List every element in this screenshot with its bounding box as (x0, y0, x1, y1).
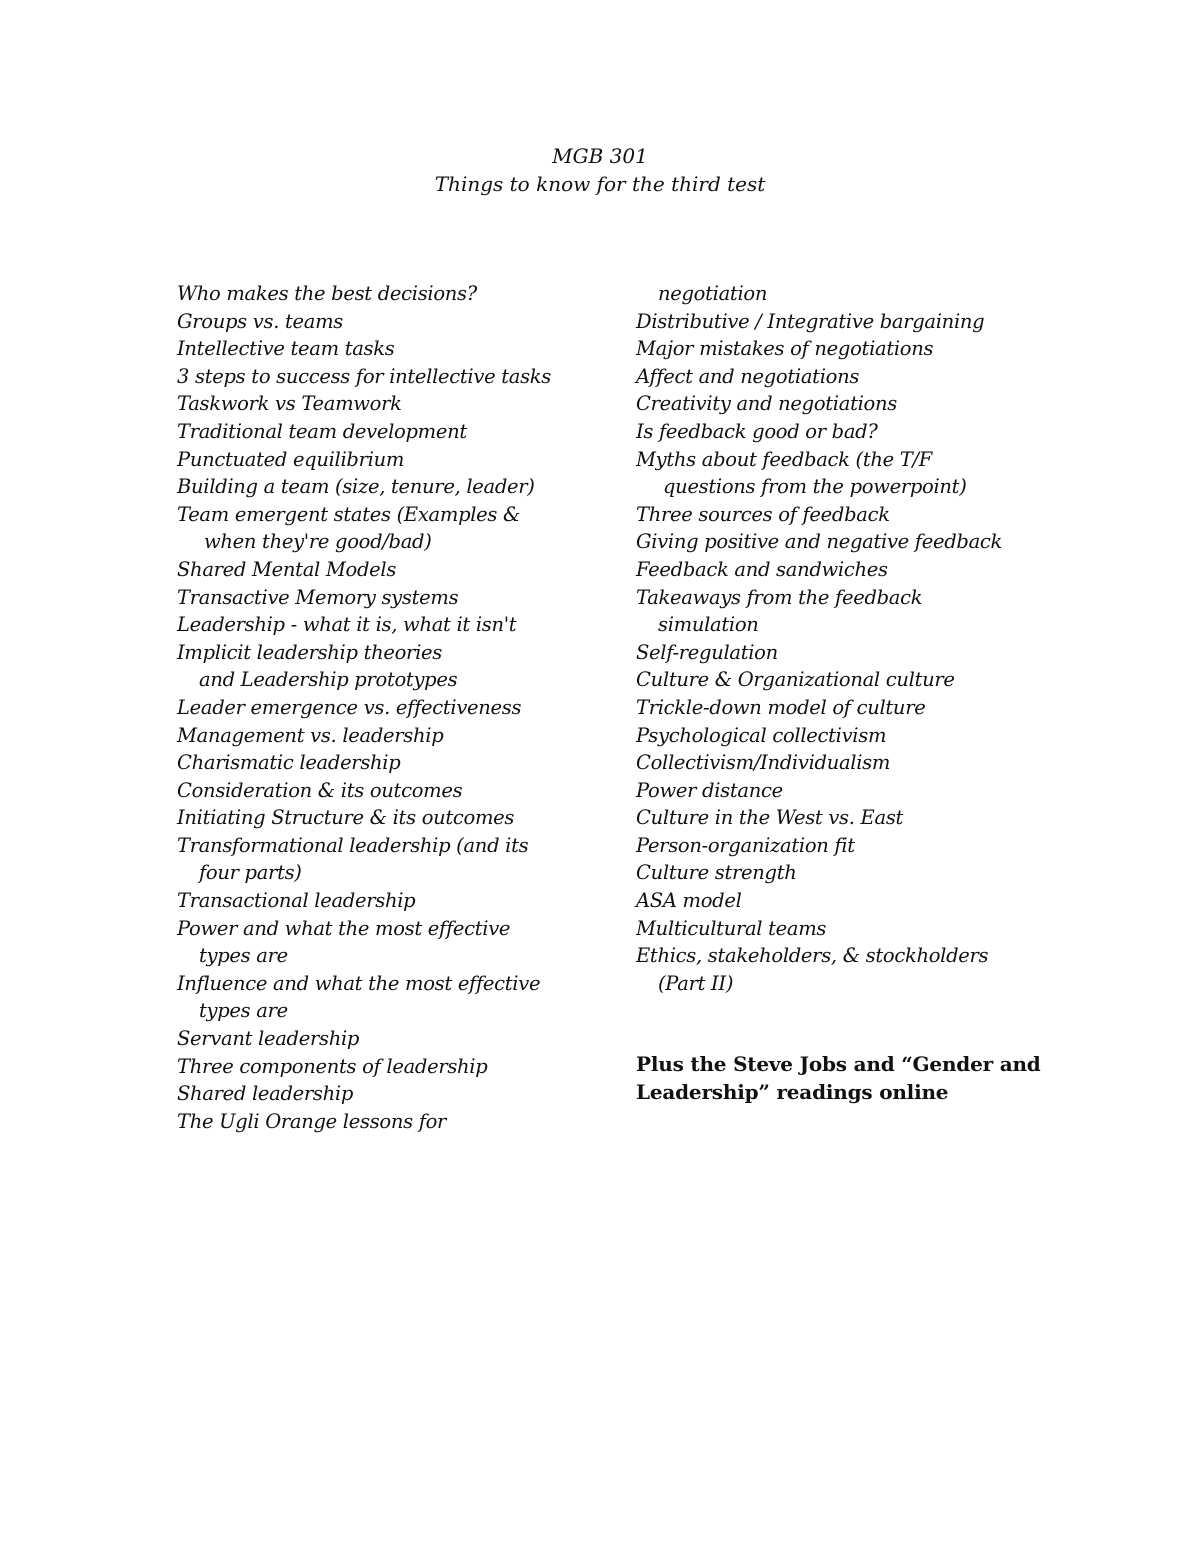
list-item: Major mistakes of negotiations (636, 337, 934, 361)
list-item-continuation: four parts) (199, 861, 302, 885)
list-item: Multicultural teams (636, 916, 827, 940)
list-item: Influence and what the most effective (177, 971, 541, 995)
list-item: Myths about feedback (the T/F (636, 447, 932, 471)
list-item: Power distance (636, 778, 783, 802)
list-item: Takeaways from the feedback (636, 585, 923, 609)
document-subtitle: Things to know for the third test (434, 171, 766, 196)
list-item: Self-regulation (636, 640, 778, 664)
list-item-continuation: simulation (658, 613, 759, 637)
readings-note-line: Plus the Steve Jobs and “Gender and (636, 1052, 1041, 1076)
list-item: Consideration & its outcomes (177, 778, 463, 802)
list-item: Culture in the West vs. East (636, 806, 904, 830)
list-item: Is feedback good or bad? (636, 419, 878, 443)
list-item: Collectivism/Individualism (636, 751, 891, 775)
list-item: Three sources of feedback (636, 502, 890, 526)
list-item: Giving positive and negative feedback (636, 530, 1003, 554)
list-item: Who makes the best decisions? (177, 282, 477, 305)
list-item: Creativity and negotiations (636, 392, 897, 416)
right-topic-list (636, 280, 1056, 997)
list-item-continuation: types are (199, 944, 288, 968)
list-item: Shared Mental Models (177, 557, 397, 581)
list-item: Transformational leadership (and its (177, 833, 529, 857)
list-item: ASA model (636, 889, 742, 913)
list-item: Intellective team tasks (177, 337, 395, 361)
list-item: Ethics, stakeholders, & stockholders (636, 944, 989, 968)
readings-note (636, 1051, 1056, 1106)
list-item: Groups vs. teams (177, 309, 344, 333)
list-item: Power and what the most effective (177, 916, 511, 940)
list-item: Distributive / Integrative bargaining (636, 309, 985, 333)
list-item: Person-organization fit (636, 833, 855, 857)
list-item: Culture strength (636, 861, 797, 885)
list-item-continuation: types are (199, 999, 288, 1023)
readings-note-line: Leadership” readings online (636, 1079, 949, 1104)
list-item: Initiating Structure & its outcomes (177, 806, 515, 830)
list-item: Servant leadership (177, 1027, 360, 1051)
list-item: Leadership - what it is, what it isn't (177, 613, 517, 637)
list-item: Team emergent states (Examples & (177, 502, 521, 526)
list-item: Management vs. leadership (177, 723, 444, 747)
list-item: 3 steps to success for intellective tasks (177, 364, 552, 388)
list-item: Charismatic leadership (177, 751, 401, 775)
course-code: MGB 301 (552, 144, 648, 168)
list-item-continuation: (Part II) (658, 971, 734, 995)
list-item: Culture & Organizational culture (636, 668, 955, 692)
list-item: Affect and negotiations (636, 364, 860, 388)
list-item: Leader emergence vs. effectiveness (177, 695, 522, 719)
list-item: Transactive Memory systems (177, 585, 459, 609)
list-item-continuation: when they're good/bad) (204, 530, 432, 554)
left-topic-list (177, 280, 597, 1135)
list-item: Traditional team development (177, 419, 467, 443)
list-item: Taskwork vs Teamwork (177, 392, 402, 416)
list-item-continuation: and Leadership prototypes (199, 668, 458, 692)
list-item: Shared leadership (177, 1082, 354, 1106)
list-item: Psychological collectivism (636, 723, 887, 747)
list-item-continuation: questions from the powerpoint) (663, 475, 967, 499)
list-item: Implicit leadership theories (177, 640, 442, 664)
list-item: Punctuated equilibrium (177, 447, 405, 471)
list-item: Three components of leadership (177, 1054, 488, 1078)
list-item: Trickle-down model of culture (636, 695, 926, 719)
document-header (0, 143, 1200, 198)
list-item: Feedback and sandwiches (636, 557, 888, 581)
list-item: Building a team (size, tenure, leader) (177, 475, 535, 499)
list-item: Transactional leadership (177, 889, 416, 913)
list-item-continuation: negotiation (658, 282, 768, 305)
list-item: The Ugli Orange lessons for (177, 1109, 447, 1133)
